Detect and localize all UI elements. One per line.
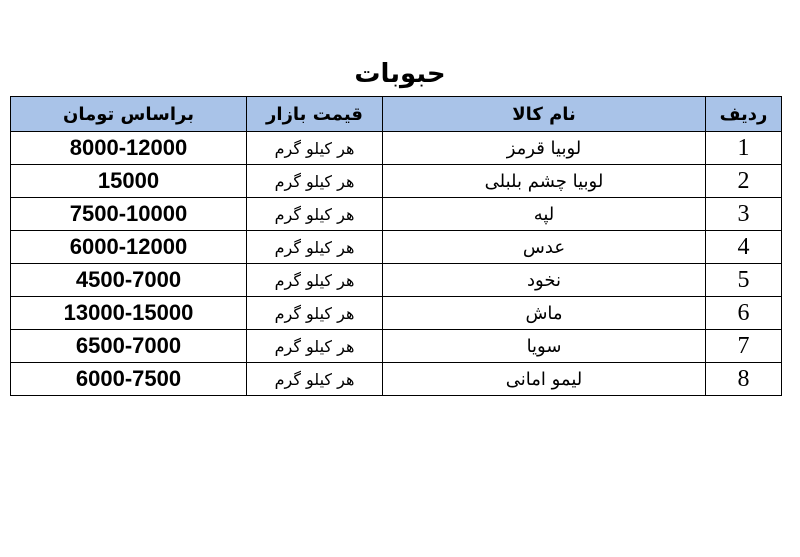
- unit-label: هر کیلو گرم: [247, 165, 383, 198]
- table-row: [11, 363, 782, 396]
- row-number: 6: [706, 297, 782, 330]
- price-range: 6500-7000: [11, 330, 247, 363]
- price-range: 6000-7500: [11, 363, 247, 396]
- item-name: ماش: [383, 297, 706, 330]
- row-number: 4: [706, 231, 782, 264]
- row-number: 1: [706, 132, 782, 165]
- table-header-row: [11, 97, 782, 132]
- table-row: [11, 132, 782, 165]
- item-name: نخود: [383, 264, 706, 297]
- item-name: لپه: [383, 198, 706, 231]
- price-range: 13000-15000: [11, 297, 247, 330]
- row-number: 3: [706, 198, 782, 231]
- unit-label: هر کیلو گرم: [247, 132, 383, 165]
- item-name: لوبیا قرمز: [383, 132, 706, 165]
- item-name: سویا: [383, 330, 706, 363]
- row-number: 7: [706, 330, 782, 363]
- table-row: [11, 264, 782, 297]
- unit-label: هر کیلو گرم: [247, 198, 383, 231]
- item-name: لیمو امانی: [383, 363, 706, 396]
- table-row: [11, 297, 782, 330]
- table-row: [11, 231, 782, 264]
- row-number: 5: [706, 264, 782, 297]
- header-item-name: نام کالا: [383, 97, 706, 132]
- header-price-toman: براساس تومان: [11, 97, 247, 132]
- header-row-number: ردیف: [706, 97, 782, 132]
- page-title: حبوبات: [354, 59, 446, 89]
- table-row: [11, 165, 782, 198]
- price-range: 8000-12000: [11, 132, 247, 165]
- price-range: 15000: [11, 165, 247, 198]
- unit-label: هر کیلو گرم: [247, 330, 383, 363]
- price-table: [10, 96, 782, 396]
- unit-label: هر کیلو گرم: [247, 231, 383, 264]
- header-market-price: قیمت بازار: [247, 97, 383, 132]
- row-number: 8: [706, 363, 782, 396]
- unit-label: هر کیلو گرم: [247, 363, 383, 396]
- table-row: [11, 198, 782, 231]
- price-range: 4500-7000: [11, 264, 247, 297]
- unit-label: هر کیلو گرم: [247, 297, 383, 330]
- unit-label: هر کیلو گرم: [247, 264, 383, 297]
- item-name: عدس: [383, 231, 706, 264]
- price-range: 7500-10000: [11, 198, 247, 231]
- item-name: لوبیا چشم بلبلی: [383, 165, 706, 198]
- price-range: 6000-12000: [11, 231, 247, 264]
- row-number: 2: [706, 165, 782, 198]
- table-row: [11, 330, 782, 363]
